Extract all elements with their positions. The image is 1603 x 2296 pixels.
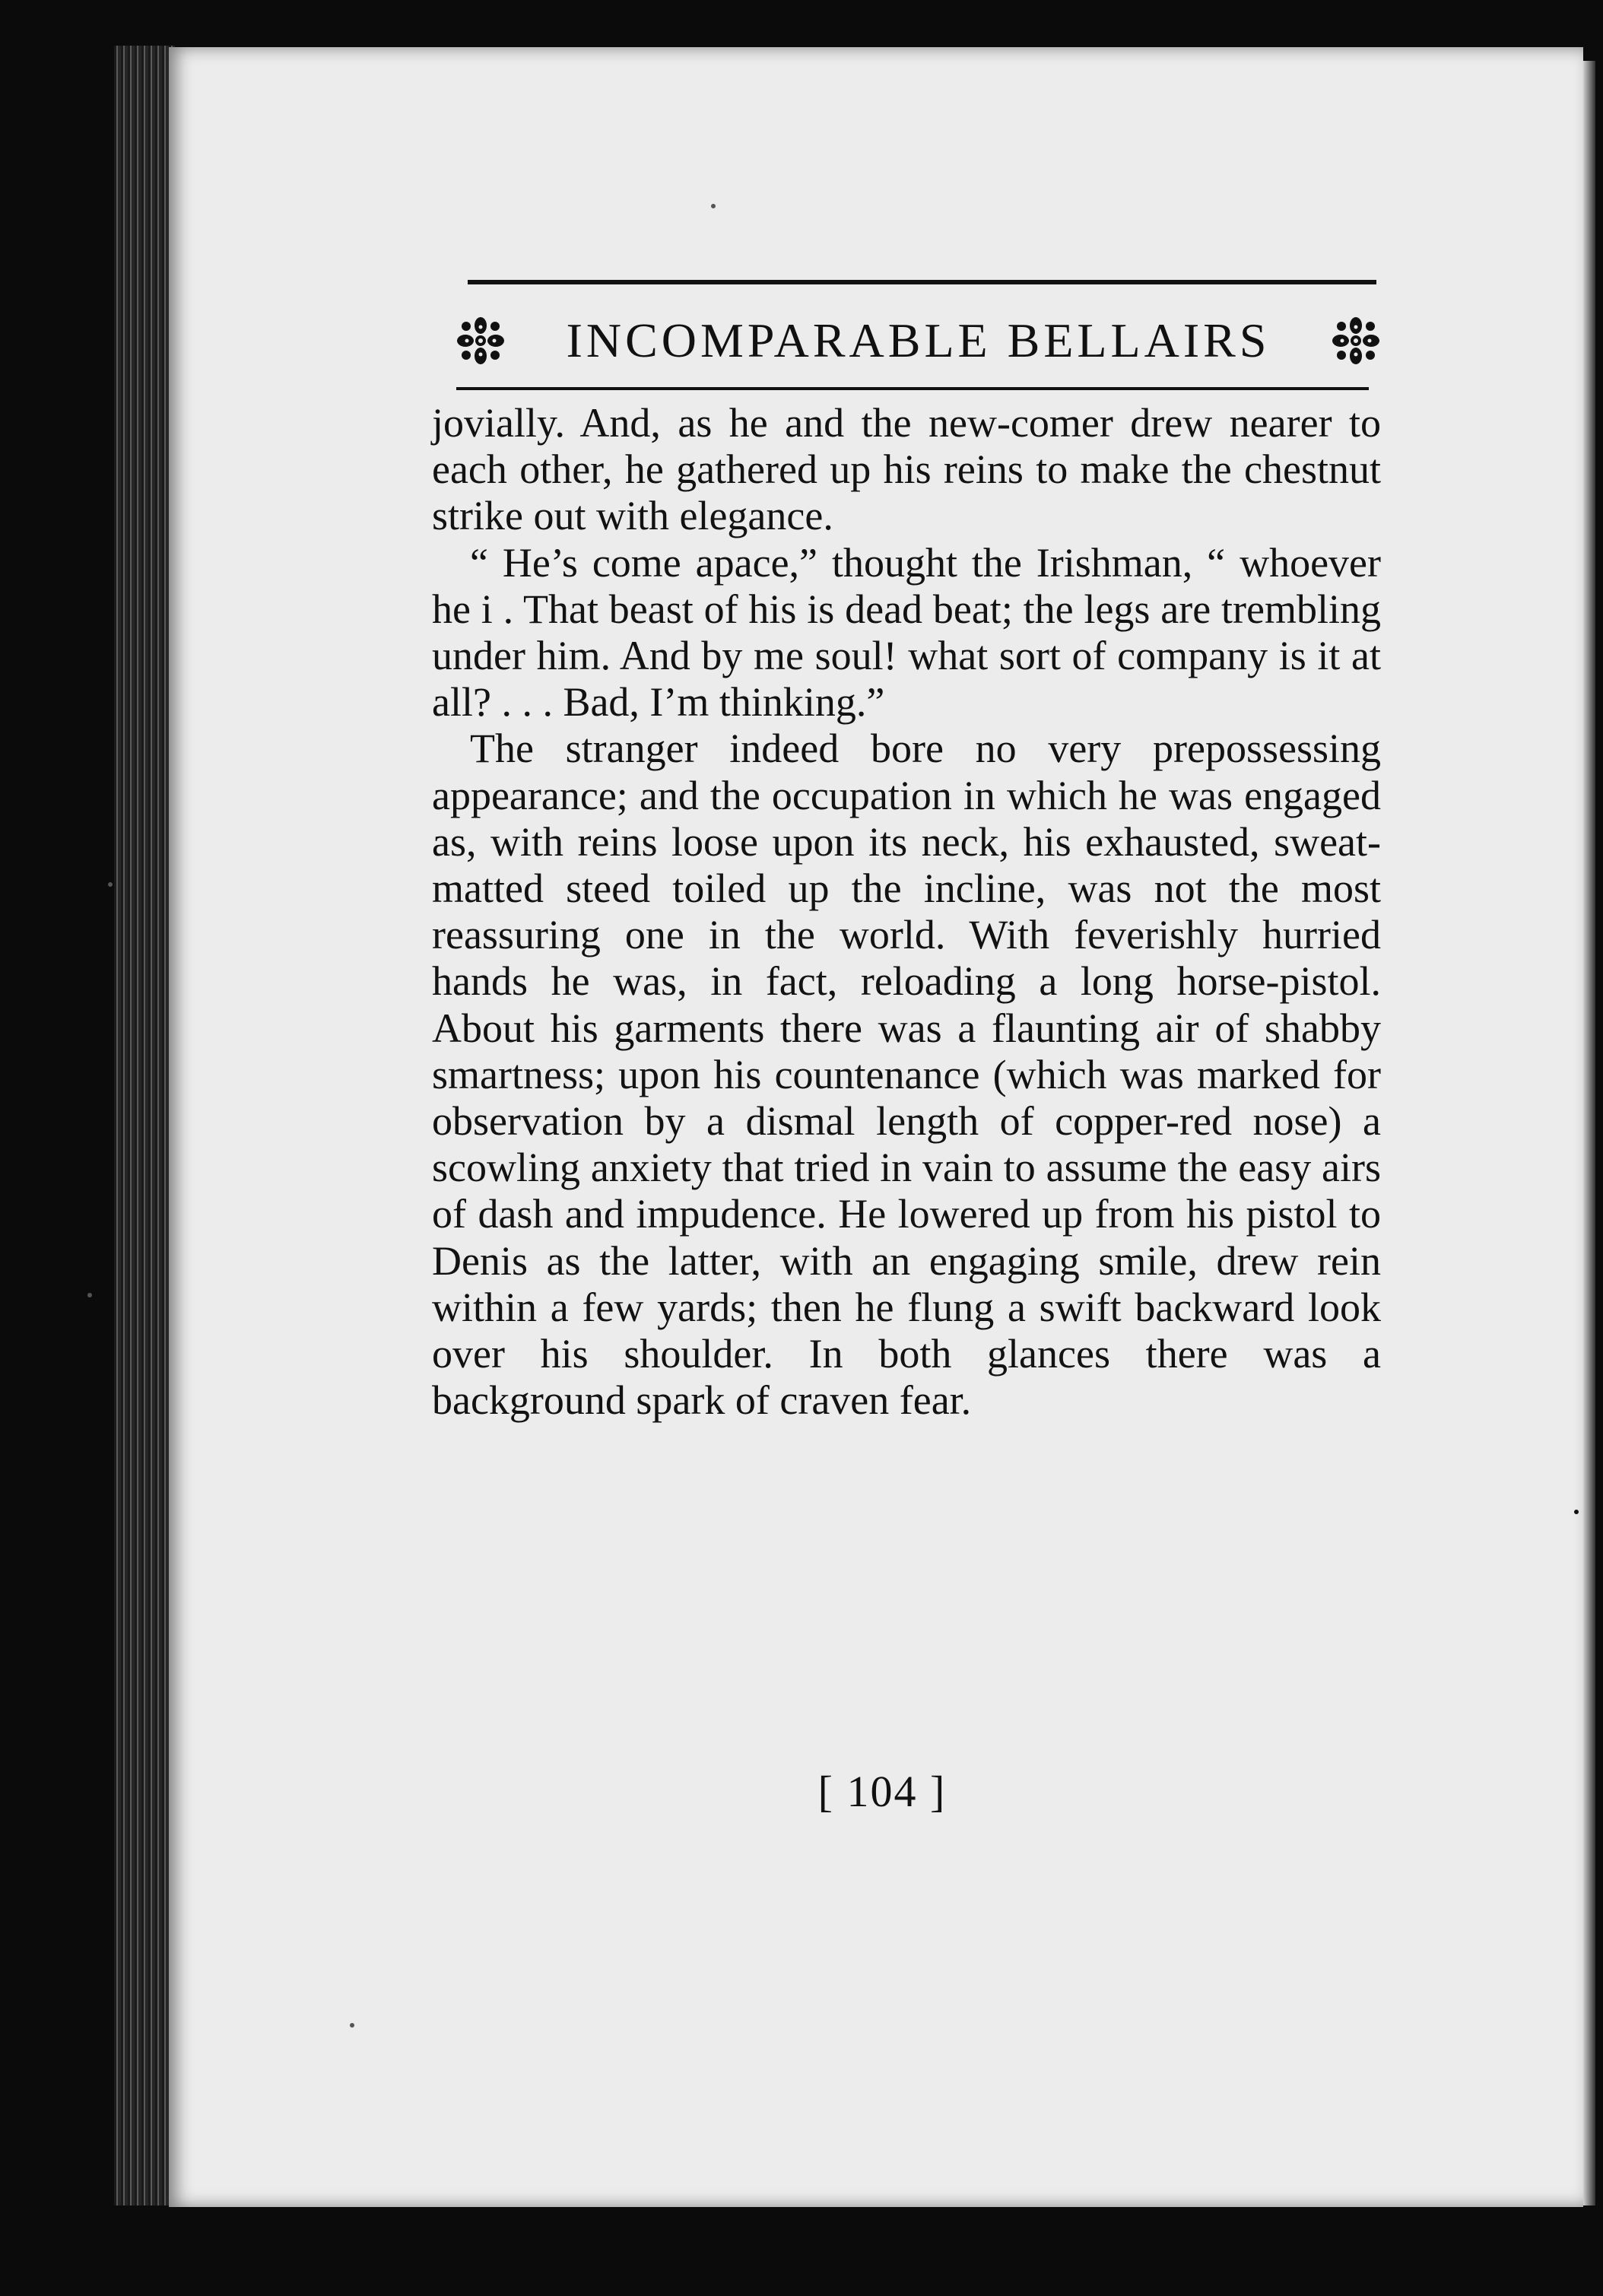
header-rule-top xyxy=(468,280,1376,284)
paragraph: “ He’s come apace,” thought the Irishman, “ whoever he i . That beast of his is dead beat; the legs are trembling under him. And by me soul! what sort of company is it at all? . . . Bad, I’m thinking.” xyxy=(432,539,1381,726)
scan-speck xyxy=(108,882,113,887)
scan-speck xyxy=(350,2023,354,2028)
paragraph: jovially. And, as he and the new-comer drew nearer to each other, he gathered up his reins to make the chestnut strike out with elegance. xyxy=(432,400,1381,539)
book-page-edges xyxy=(114,46,175,2205)
running-title: INCOMPARABLE BELLAIRS xyxy=(566,313,1271,367)
header-rule-bottom xyxy=(456,387,1369,390)
page-right-edge xyxy=(1583,61,1595,2205)
floral-ornament-icon xyxy=(456,316,505,365)
running-header xyxy=(456,303,1380,379)
scan-speck xyxy=(711,204,716,208)
paragraph: The stranger indeed bore no very prepossessing appearance; and the occupation in which he was engaged as, with reins loose upon its neck, his exhausted, sweat-matted steed toiled up the incline, was not the most reassuring one in the world. With feverishly hurried hands he was, in fact, reloading a long horse-pistol. About his garments there was a flaunting air of shabby smartness; upon his countenance (which was marked for observation by a dismal length of copper-red nose) a scowling anxiety that tried in vain to assume the easy airs of dash and impudence. He lowered up from his pistol to Denis as the latter, with an engaging smile, drew rein within a few yards; then he flung a swift backward look over his shoulder. In both glances there was a background spark of craven fear. xyxy=(432,726,1381,1424)
scan-speck xyxy=(1574,1510,1579,1514)
body-text xyxy=(432,400,1381,1424)
floral-ornament-icon xyxy=(1332,316,1380,365)
scan-speck xyxy=(87,1293,92,1297)
page-number: [ 104 ] xyxy=(817,1767,947,1816)
